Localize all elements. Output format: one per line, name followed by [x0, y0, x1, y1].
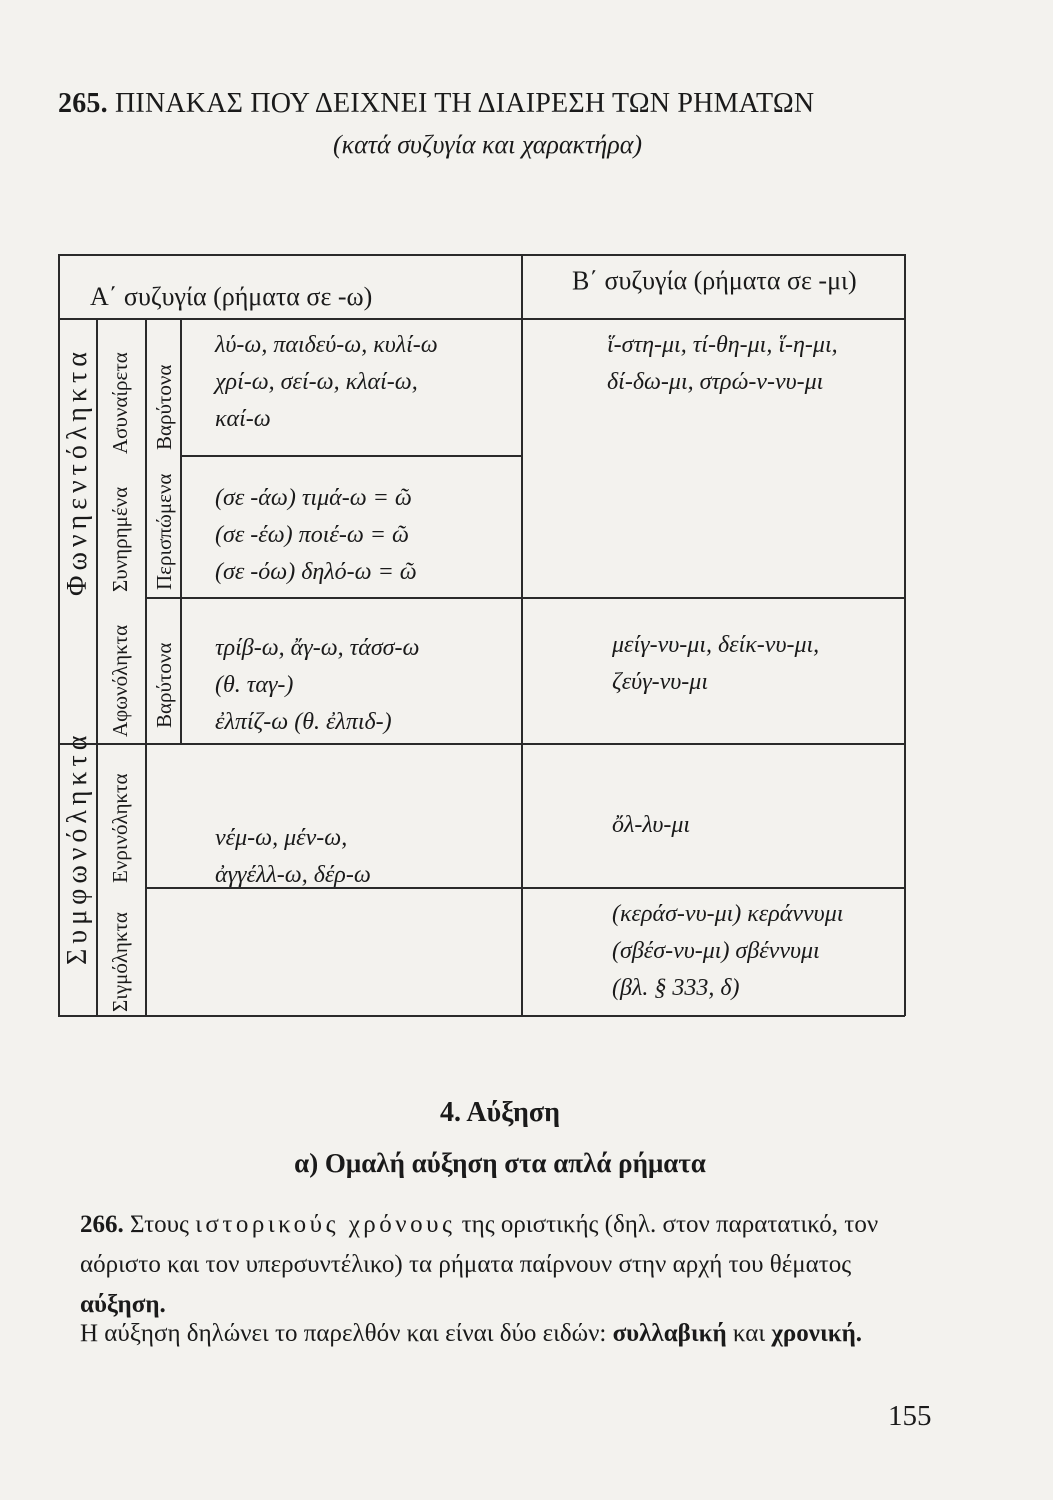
row5-b-line-1: (κεράσ-νυ-μι) κεράννυμι: [612, 901, 844, 927]
paragraph1-bold-term: αύξηση.: [80, 1291, 166, 1318]
vlabel-varytona-2: Βαρύτονα: [152, 642, 176, 728]
row1-a-line-2: χρί-ω, σεί-ω, κλαί-ω,: [215, 369, 418, 395]
header-b-conjugation: Β΄ συζυγία (ρήματα σε -μι): [572, 266, 857, 295]
row4-a-cell: [215, 820, 371, 894]
header-a-conjugation: Α΄ συζυγία (ρήματα σε -ω): [90, 282, 373, 311]
subsection-title: α) Ομαλή αύξηση στα απλά ρήματα: [294, 1148, 706, 1178]
row1-a-line-3: καί-ω: [215, 406, 271, 432]
row1-b-line-2: δί-δω-μι, στρώ-ν-νυ-μι: [607, 369, 824, 395]
row2-a-line-1: (σε -άω) τιμά-ω = ῶ: [215, 485, 412, 511]
paragraph2-bold-temporal: χρονική.: [771, 1320, 863, 1347]
paragraph-number: 266.: [80, 1211, 124, 1238]
row1-b-line-1: ἵ-στη-μι, τί-θη-μι, ἵ-η-μι,: [607, 332, 838, 358]
paragraph2-bold-syllabic: συλλαβική: [612, 1320, 727, 1347]
vlabel-symfonolikta: Συμφωνόληκτα: [62, 730, 93, 965]
col-divider-1: [96, 318, 98, 1016]
col-divider-3: [180, 318, 182, 744]
row4-a-line-2: ἀγγέλλ-ω, δέρ-ω: [215, 862, 371, 888]
vlabel-synirimena: Συνηρημένα: [108, 486, 132, 592]
heading-number: 265.: [58, 88, 108, 119]
vlabel-envrinolikta: Ενρινόληκτα: [108, 773, 132, 883]
row1-b-cell: [607, 327, 838, 401]
vlabel-afonolikta: Αφωνόληκτα: [108, 624, 132, 737]
section-title: 4. Αύξηση: [439, 1097, 561, 1128]
row2-a-cell: [215, 480, 417, 591]
paragraph1-text-b: της οριστικής (δηλ. στον παρατατικό, τον αόριστο και τον υπερσυντέλικο) τα ρήματα παίρνουν στην αρχή του θέματος: [80, 1211, 879, 1278]
col-divider-2: [145, 318, 147, 1016]
row1-a-line-1: λύ-ω, παιδεύ-ω, κυλί-ω: [215, 332, 438, 358]
row2-a-line-3: (σε -όω) δηλό-ω = ῶ: [215, 559, 417, 585]
row5-b-line-3: (βλ. § 333, δ): [612, 975, 740, 1001]
row-divider-3: [58, 743, 905, 745]
paragraph-266: [80, 1205, 940, 1325]
row3-a-line-3: ἐλπίζ-ω (θ. ἐλπιδ-): [215, 709, 392, 735]
vlabel-asynaireta: Ασυναίρετα: [108, 352, 132, 454]
row3-b-cell: [612, 627, 819, 701]
row3-a-line-2: (θ. ταγ-): [215, 672, 294, 698]
row3-b-line-2: ζεύγ-νυ-μι: [612, 669, 709, 695]
row3-a-cell: [215, 630, 419, 741]
table-border-right: [904, 254, 906, 1016]
vlabel-fonientolikta: Φωνηεντόληκτα: [62, 347, 93, 596]
row4-a-line-1: νέμ-ω, μέν-ω,: [215, 825, 348, 851]
table-header-divider: [58, 318, 905, 320]
paragraph1-spaced-term: ιστορικούς χρόνους: [195, 1211, 456, 1238]
vlabel-perispomena: Περισπώμενα: [152, 473, 176, 590]
row5-b-line-2: (σβέσ-νυ-μι) σβέννυμι: [612, 938, 820, 964]
col-divider-main: [521, 254, 523, 1016]
vlabel-sigmolikta: Σιγμόληκτα: [108, 912, 132, 1012]
table-border-top: [58, 254, 905, 256]
table-border-bottom: [58, 1015, 905, 1017]
row2-a-line-2: (σε -έω) ποιέ-ω = ῶ: [215, 522, 409, 548]
heading-title: ΠΙΝΑΚΑΣ ΠΟΥ ΔΕΙΧΝΕΙ ΤΗ ΔΙΑΙΡΕΣΗ ΤΩΝ ΡΗΜΑΤΩΝ: [115, 88, 815, 119]
row3-a-line-1: τρίβ-ω, ἄγ-ω, τάσσ-ω: [215, 635, 420, 661]
page-subheading: (κατά συζυγία και χαρακτήρα): [332, 130, 643, 159]
paragraph2-text-a: Η αύξηση δηλώνει το παρελθόν και είναι δύο ειδών:: [80, 1320, 607, 1347]
row-divider-1: [180, 455, 522, 457]
paragraph2-text-b: και: [732, 1320, 766, 1347]
row4-b-cell: [612, 807, 690, 844]
page-number: 155: [888, 1400, 932, 1432]
paragraph1-text-a: Στους: [130, 1211, 189, 1238]
row-divider-2: [145, 597, 905, 599]
row5-b-cell: [612, 896, 843, 1007]
paragraph-augment-types: [80, 1312, 940, 1356]
table-border-left: [58, 254, 60, 1016]
row1-a-cell: [215, 327, 438, 438]
row3-b-line-1: μείγ-νυ-μι, δείκ-νυ-μι,: [612, 632, 820, 658]
row4-b-line-1: ὄλ-λυ-μι: [612, 812, 691, 838]
vlabel-varytona-1: Βαρύτονα: [152, 364, 176, 450]
